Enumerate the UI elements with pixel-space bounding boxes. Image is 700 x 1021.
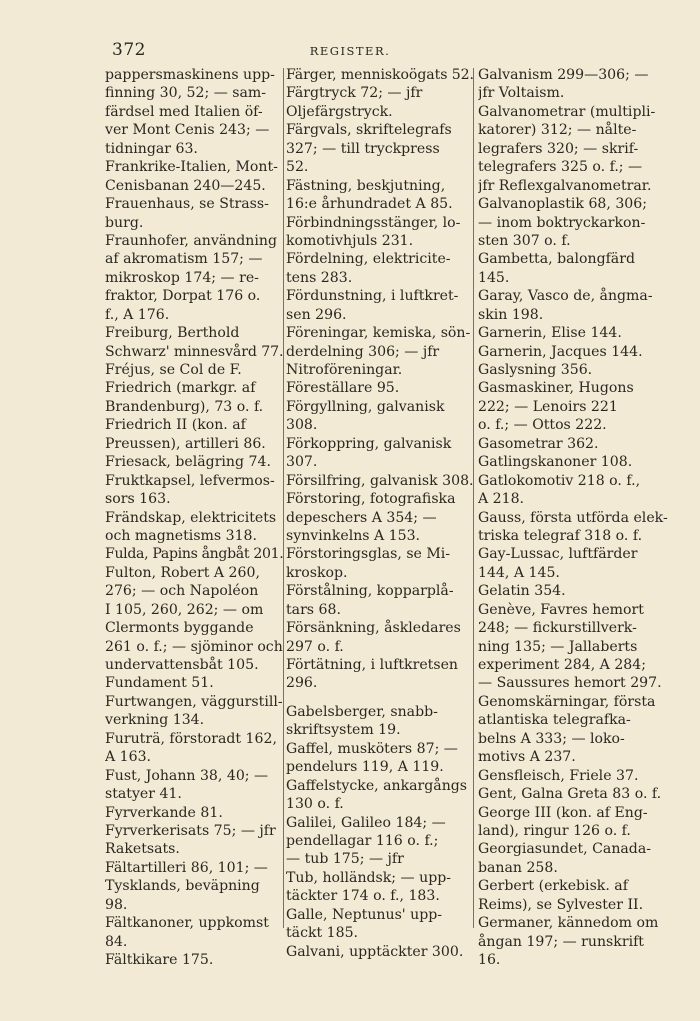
index-line: Frankrike-Italien, Mont-: [105, 159, 278, 176]
index-line: Freiburg, Berthold: [105, 325, 240, 342]
index-line: Tub, holländsk; — upp-: [286, 869, 451, 886]
index-line: Gaslysning 356.: [478, 362, 593, 378]
column-rule: [473, 68, 474, 928]
index-line: depeschers A 354; —: [286, 509, 437, 526]
index-line: Frauenhaus, se Strass-: [105, 196, 269, 213]
index-line: undervattensbåt 105.: [105, 657, 259, 673]
index-line: ångan 197; — runskrift: [478, 933, 644, 950]
index-line: Försänkning, åskledares: [286, 620, 461, 637]
index-line: ning 135; — Jallaberts: [478, 638, 638, 655]
index-line: 84.: [105, 933, 128, 950]
index-line: 130 o. f.: [286, 796, 344, 813]
index-line: Brandenburg), 73 o. f.: [105, 398, 264, 415]
index-line: Fyrverkerisats 75; — jfr: [105, 822, 276, 839]
index-line: 296.: [286, 675, 318, 692]
index-line: Genève, Favres hemort: [478, 601, 644, 618]
index-line: kroskop.: [286, 564, 348, 581]
index-line: Gambetta, balongfärd: [478, 251, 635, 268]
index-line: Schwarz' minnesvård 77.: [105, 343, 283, 360]
index-line: finning 30, 52; — sam-: [105, 85, 267, 102]
index-line: Förgyllning, galvanisk: [286, 398, 445, 415]
index-line: pappersmaskinens upp-: [105, 67, 275, 83]
index-line: Färgtryck 72; — jfr: [286, 85, 423, 102]
index-line: 297 o. f.: [286, 638, 344, 655]
index-line: Oljefärgstryck.: [286, 103, 393, 120]
index-line: 327; — till tryckpress: [286, 140, 440, 157]
index-line: katorer) 312; — nålte-: [478, 122, 637, 139]
index-line: Friedrich II (kon. af: [105, 417, 246, 434]
index-line: Galvani, upptäckter 300.: [286, 943, 464, 960]
index-line: Gatlingskanoner 108.: [478, 454, 633, 471]
index-line: Fulda, Papins ångbåt 201.: [105, 546, 283, 563]
index-line: 16.: [478, 952, 501, 968]
index-line: Garnerin, Elise 144.: [478, 325, 622, 342]
index-column-2: [286, 66, 474, 961]
index-line: Gatlokomotiv 218 o. f.,: [478, 472, 641, 489]
index-line: färdsel med Italien öf-: [105, 103, 263, 120]
index-line: pendellagar 116 o. f.;: [286, 832, 439, 849]
index-line: tens 283.: [286, 269, 353, 286]
index-line: skin 198.: [478, 306, 544, 323]
index-line: Färgvals, skriftelegrafs: [286, 122, 452, 139]
index-line: af akromatism 157; —: [105, 251, 263, 268]
index-line: Förstoringsglas, se Mi-: [286, 546, 451, 563]
index-line: tidningar 63.: [105, 140, 198, 157]
index-line: synvinkelns A 153.: [286, 527, 421, 544]
index-line: Garay, Vasco de, ångma-: [478, 288, 653, 305]
index-line: Gay-Lussac, luftfärder: [478, 546, 638, 563]
index-line: Gerbert (erkebisk. af: [478, 878, 628, 895]
index-line: fraktor, Dorpat 176 o.: [105, 288, 261, 305]
index-line: Friesack, belägring 74.: [105, 454, 271, 471]
index-line: Fulton, Robert A 260,: [105, 564, 260, 581]
index-line: Galle, Neptunus' upp-: [286, 906, 443, 923]
index-line: I 105, 260, 262; — om: [105, 601, 264, 618]
index-line: experiment 284, A 284;: [478, 657, 646, 673]
index-line: belns A 333; — loko-: [478, 730, 625, 747]
index-line: 222; — Lenoirs 221: [478, 398, 618, 415]
index-line: Fréjus, se Col de F.: [105, 362, 242, 378]
index-line: 308.: [286, 417, 318, 434]
index-line: Raketsats.: [105, 841, 180, 858]
index-line: sors 163.: [105, 491, 171, 508]
index-line: Tysklands, beväpning: [105, 878, 260, 895]
index-line: 276; — och Napoléon: [105, 583, 259, 600]
index-line: Gaffelstycke, ankargångs: [286, 777, 468, 794]
index-line: f., A 176.: [105, 306, 170, 323]
index-line: Gensfleisch, Friele 37.: [478, 767, 639, 784]
index-line: tars 68.: [286, 601, 341, 618]
index-line: Germaner, kännedom om: [478, 915, 659, 932]
index-line: pendelurs 119, A 119.: [286, 759, 444, 776]
index-line: Förkoppring, galvanisk: [286, 435, 452, 452]
index-line: land), ringur 126 o. f.: [478, 822, 631, 839]
index-line: Gelatin 354.: [478, 583, 566, 600]
index-line: Clermonts byggande: [105, 620, 254, 637]
index-line: legrafers 320; — skrif-: [478, 140, 639, 157]
index-line: jfr Voltaism.: [478, 85, 565, 102]
index-line: Gauss, första utförda elek-: [478, 509, 668, 526]
index-line: Förstoring, fotografiska: [286, 491, 456, 508]
index-line: motivs A 237.: [478, 749, 576, 766]
index-line: Gasometrar 362.: [478, 435, 599, 452]
index-line: statyer 41.: [105, 786, 182, 803]
index-line: Gent, Galna Greta 83 o. f.: [478, 786, 662, 803]
column-rule: [283, 68, 284, 928]
index-line: 144, A 145.: [478, 564, 560, 581]
index-line: Fältkanoner, uppkomst: [105, 915, 269, 932]
index-line: — inom boktryckarkon-: [478, 214, 646, 231]
index-line: Fust, Johann 38, 40; —: [105, 767, 269, 784]
running-head: REGISTER.: [309, 44, 391, 58]
index-line: Galilei, Galileo 184; —: [286, 814, 446, 831]
index-line: 307.: [286, 454, 318, 471]
index-line: Frändskap, elektricitets: [105, 509, 277, 526]
index-line: Fraunhofer, användning: [105, 232, 277, 249]
index-line: Gasmaskiner, Hugons: [478, 380, 634, 397]
index-line: 16:e århundradet A 85.: [286, 196, 453, 213]
index-line: banan 258.: [478, 859, 558, 876]
index-line: skriftsystem 19.: [286, 722, 401, 739]
index-line: sen 296.: [286, 306, 347, 323]
index-line: — Saussures hemort 297.: [478, 675, 662, 692]
index-line: Galvanoplastik 68, 306;: [478, 196, 647, 213]
index-line: Gabelsberger, snabb-: [286, 703, 438, 720]
index-line: 248; — fickurstillverk-: [478, 620, 637, 637]
index-column-3: [478, 66, 696, 969]
index-line: Fältkikare 175.: [105, 952, 214, 968]
index-line: täckter 174 o. f., 183.: [286, 888, 440, 905]
index-line: Gaffel, musköters 87; —: [286, 740, 458, 757]
index-line: Fruktkapsel, lefvermos-: [105, 472, 275, 489]
index-line: Georgiasundet, Canada-: [478, 841, 651, 858]
index-line: Fundament 51.: [105, 675, 214, 692]
index-line: Förbindningsstänger, lo-: [286, 214, 461, 231]
index-line: Föreställare 95.: [286, 380, 400, 397]
index-line: Försilfring, galvanisk 308.: [286, 472, 474, 489]
index-line: mikroskop 174; — re-: [105, 269, 259, 286]
index-line: triska telegraf 318 o. f.: [478, 527, 643, 544]
index-line: sten 307 o. f.: [478, 232, 571, 249]
index-line: Furuträ, förstoradt 162,: [105, 730, 277, 747]
index-line: A 163.: [105, 749, 152, 766]
index-line: jfr Reflexgalvanometrar.: [478, 177, 652, 194]
index-line: täckt 185.: [286, 925, 359, 942]
index-line: Friedrich (markgr. af: [105, 380, 256, 397]
index-line: 261 o. f.; — sjöminor och: [105, 638, 283, 655]
index-line: George III (kon. af Eng-: [478, 804, 648, 821]
index-line: atlantiska telegrafka-: [478, 712, 631, 729]
index-line: Garnerin, Jacques 144.: [478, 343, 643, 360]
index-line: Reims), se Sylvester II.: [478, 896, 644, 913]
index-line: A 218.: [478, 491, 525, 508]
index-line: Galvanometrar (multipli-: [478, 103, 656, 120]
index-line: 52.: [286, 159, 309, 176]
index-line: Förtätning, i luftkretsen: [286, 657, 458, 673]
index-line: Föreningar, kemiska, sön-: [286, 325, 471, 342]
index-line: Fältartilleri 86, 101; —: [105, 859, 268, 876]
index-column-1: [105, 66, 283, 969]
index-line: och magnetisms 318.: [105, 527, 258, 544]
index-line: 145.: [478, 269, 510, 286]
index-line: Förstålning, kopparplå-: [286, 583, 454, 600]
index-line: Nitroföreningar.: [286, 362, 403, 378]
index-line: — tub 175; — jfr: [286, 851, 404, 868]
index-line: Genomskärningar, första: [478, 693, 656, 710]
index-line: Fyrverkande 81.: [105, 804, 223, 821]
index-line: Cenisbanan 240—245.: [105, 177, 266, 194]
index-line: verkning 134.: [105, 712, 205, 729]
index-line: Preussen), artilleri 86.: [105, 435, 266, 452]
index-line: burg.: [105, 214, 144, 231]
index-line: Färger, menniskoögats 52.: [286, 67, 474, 83]
index-line: derdelning 306; — jfr: [286, 343, 440, 360]
page-number: 372: [112, 40, 146, 60]
index-line: [286, 693, 474, 703]
index-line: Fästning, beskjutning,: [286, 177, 446, 194]
index-line: telegrafers 325 o. f.; —: [478, 159, 643, 176]
index-line: Fördunstning, i luftkret-: [286, 288, 459, 305]
index-line: o. f.; — Ottos 222.: [478, 417, 607, 434]
index-line: Furtwangen, väggurstill-: [105, 693, 283, 710]
index-line: komotivhjuls 231.: [286, 232, 414, 249]
index-line: Fördelning, elektricite-: [286, 251, 451, 268]
index-line: Galvanism 299—306; —: [478, 67, 649, 83]
index-line: ver Mont Cenis 243; —: [105, 122, 270, 139]
index-line: 98.: [105, 896, 128, 913]
